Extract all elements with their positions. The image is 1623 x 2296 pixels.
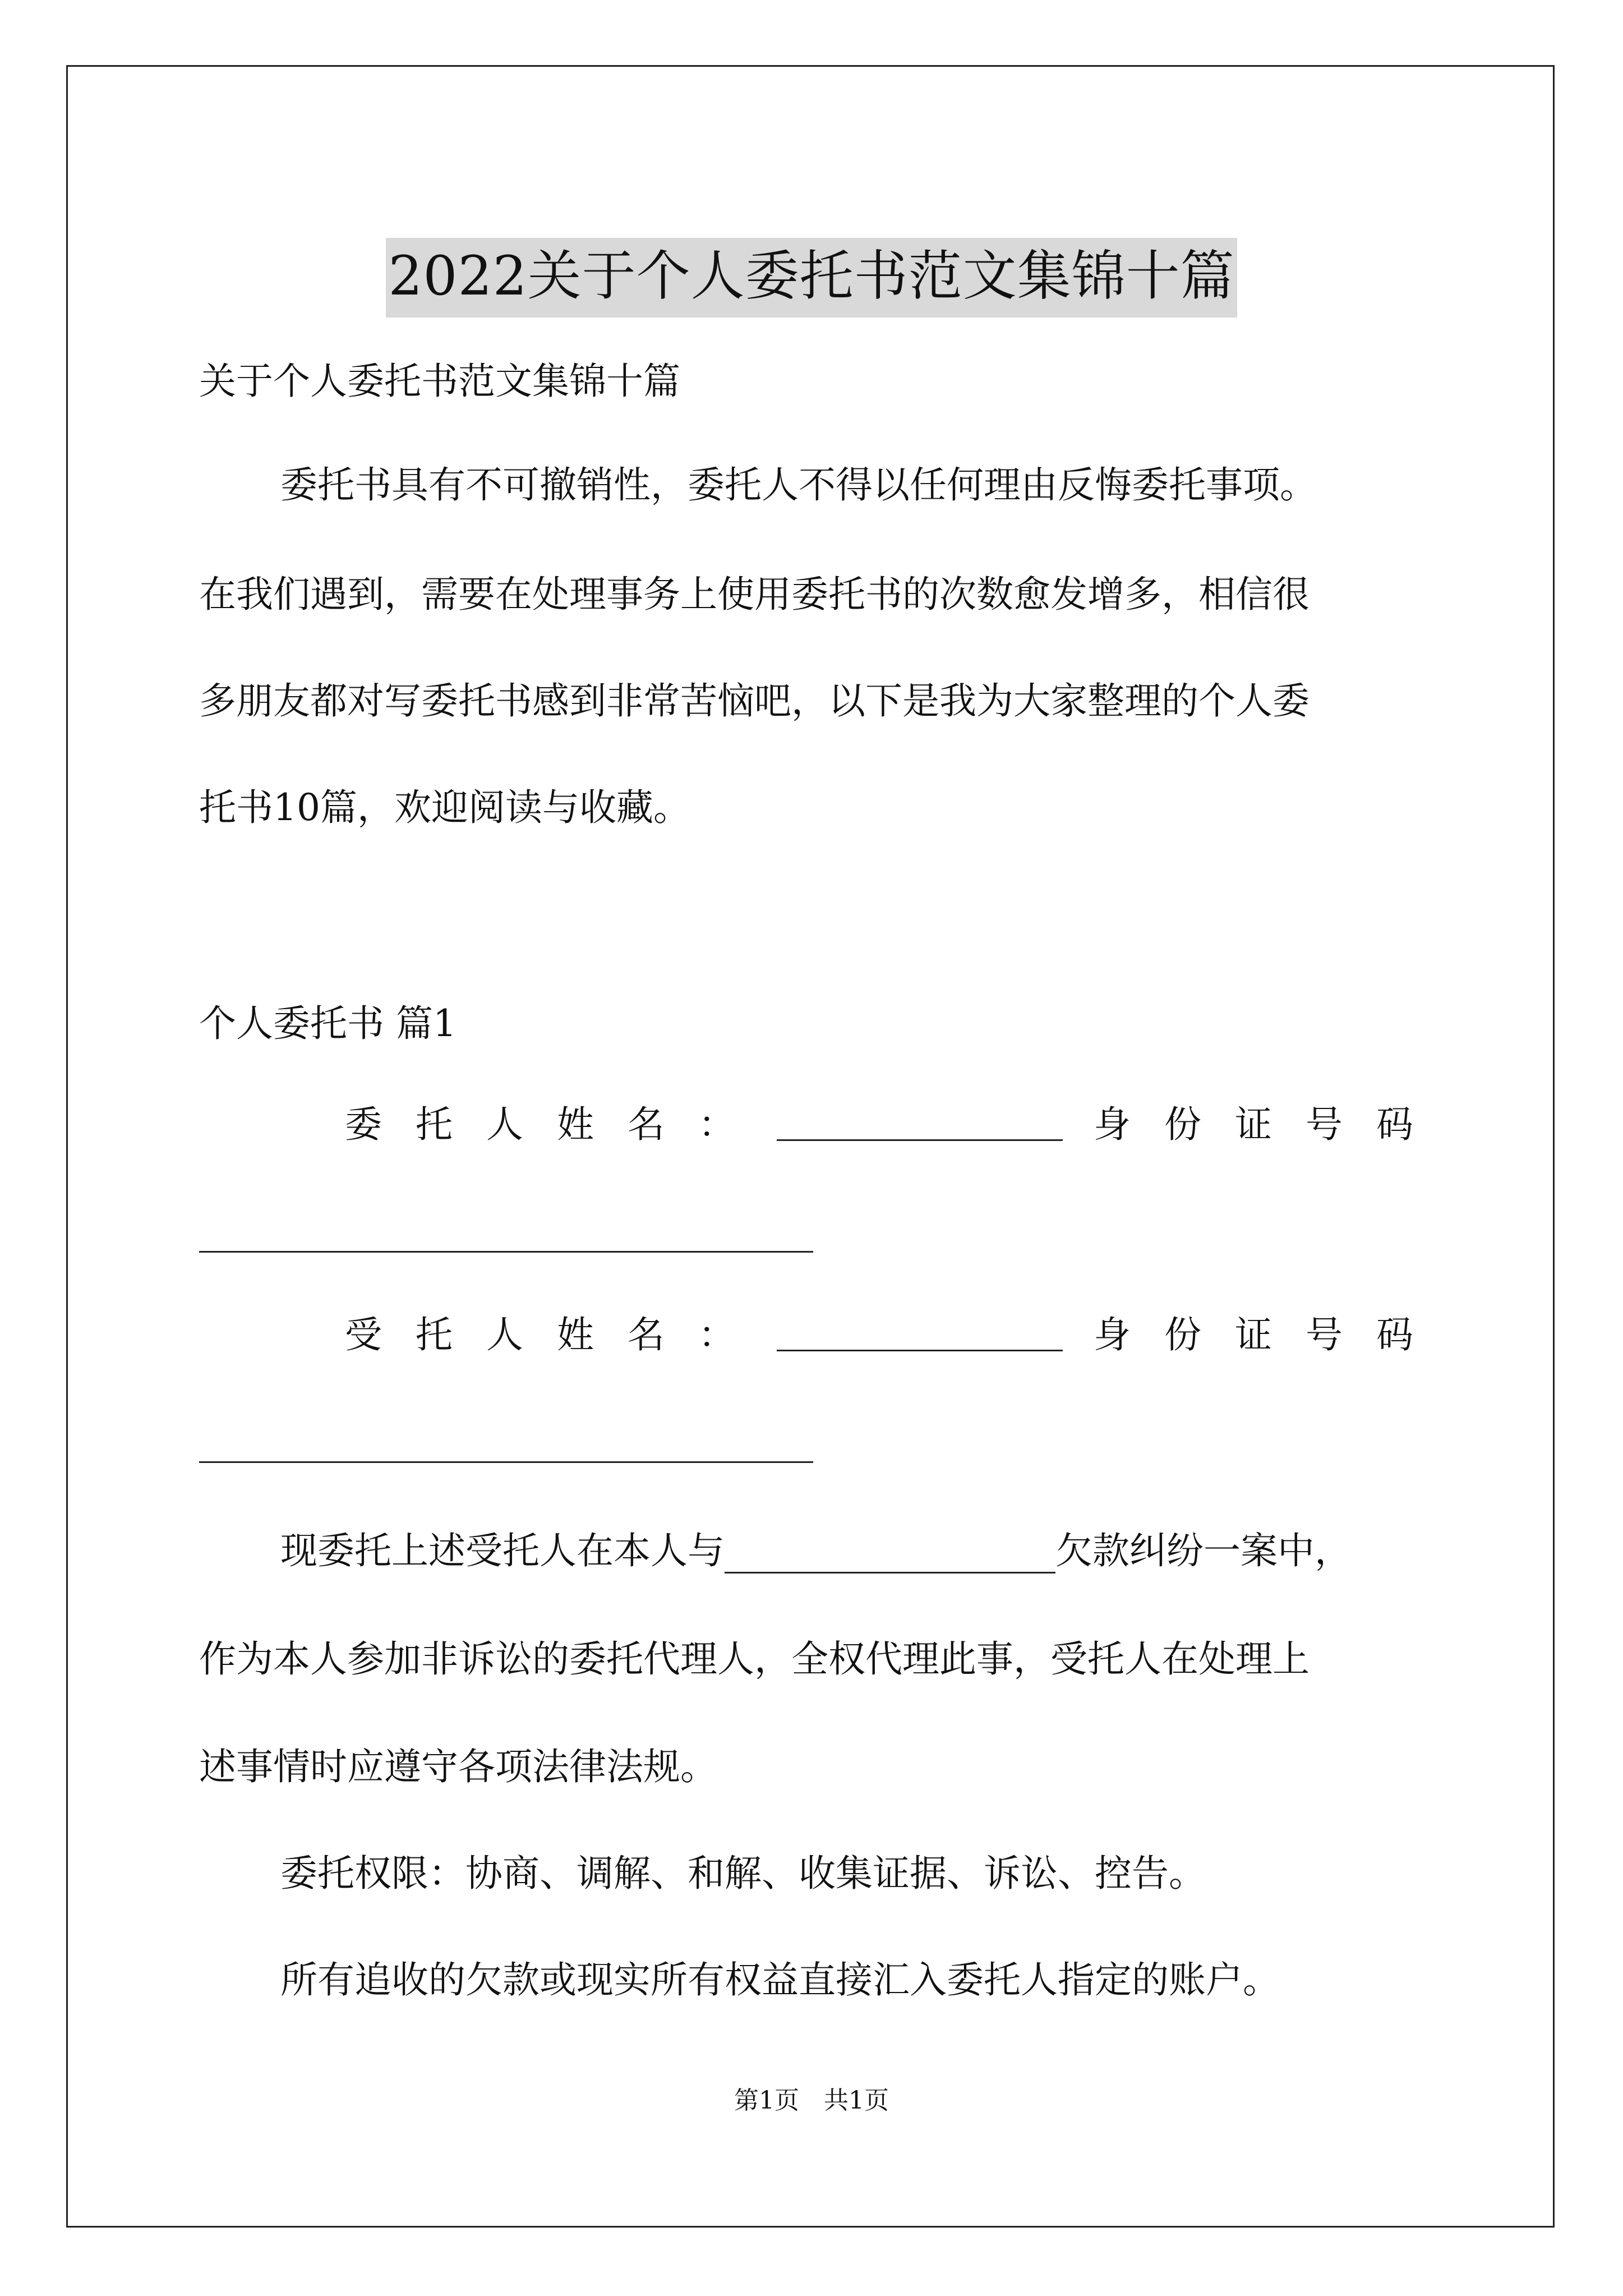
principal-row [345,1102,1447,1147]
document-subtitle: 关于个人委托书范文集锦十篇 [199,360,680,403]
body-text-a: 现委托上述受托人在本人与 [280,1529,725,1572]
intro-line-2: 在我们遇到，需要在处理事务上使用委托书的次数愈发增多，相信很 [199,573,1310,616]
page-number: 第1页 共1页 [734,2086,889,2115]
agent-name-label: 受托人姓名： [345,1313,769,1356]
principal-name-blank [777,1102,1063,1141]
body-line-1 [280,1529,1352,1573]
intro-line-4: 托书10篇，欢迎阅读与收藏。 [199,786,690,829]
intro-line-1 [199,463,1424,508]
agent-row [345,1313,1447,1358]
body-text-b: 欠款纠纷一案中， [1055,1529,1352,1572]
section-heading: 个人委托书 篇1 [199,1002,457,1045]
principal-name-label: 委托人姓名： [345,1103,769,1146]
document-title: 2022关于个人委托书范文集锦十篇 [386,238,1237,318]
body-line-2: 作为本人参加非诉讼的委托代理人，全权代理此事，受托人在处理上 [199,1637,1310,1681]
agent-id-label: 身份证号码 [1094,1313,1447,1356]
body-line-3: 述事情时应遵守各项法律法规。 [199,1745,717,1788]
intro-text: 委托书具有不可撤销性，委托人不得以任何理由反悔委托事项。 [280,463,1317,507]
account-clause: 所有追收的欠款或现实所有权益直接汇入委托人指定的账户。 [280,1958,1280,2001]
principal-id-label: 身份证号码 [1094,1103,1447,1146]
intro-line-3: 多朋友都对写委托书感到非常苦恼吧，以下是我为大家整理的个人委 [199,679,1310,723]
creditor-blank [725,1535,1055,1573]
authority-scope: 委托权限：协商、调解、和解、收集证据、诉讼、控告。 [280,1852,1206,1895]
agent-id-blank [199,1461,813,1463]
agent-name-blank [777,1313,1063,1351]
principal-id-blank [199,1251,813,1253]
